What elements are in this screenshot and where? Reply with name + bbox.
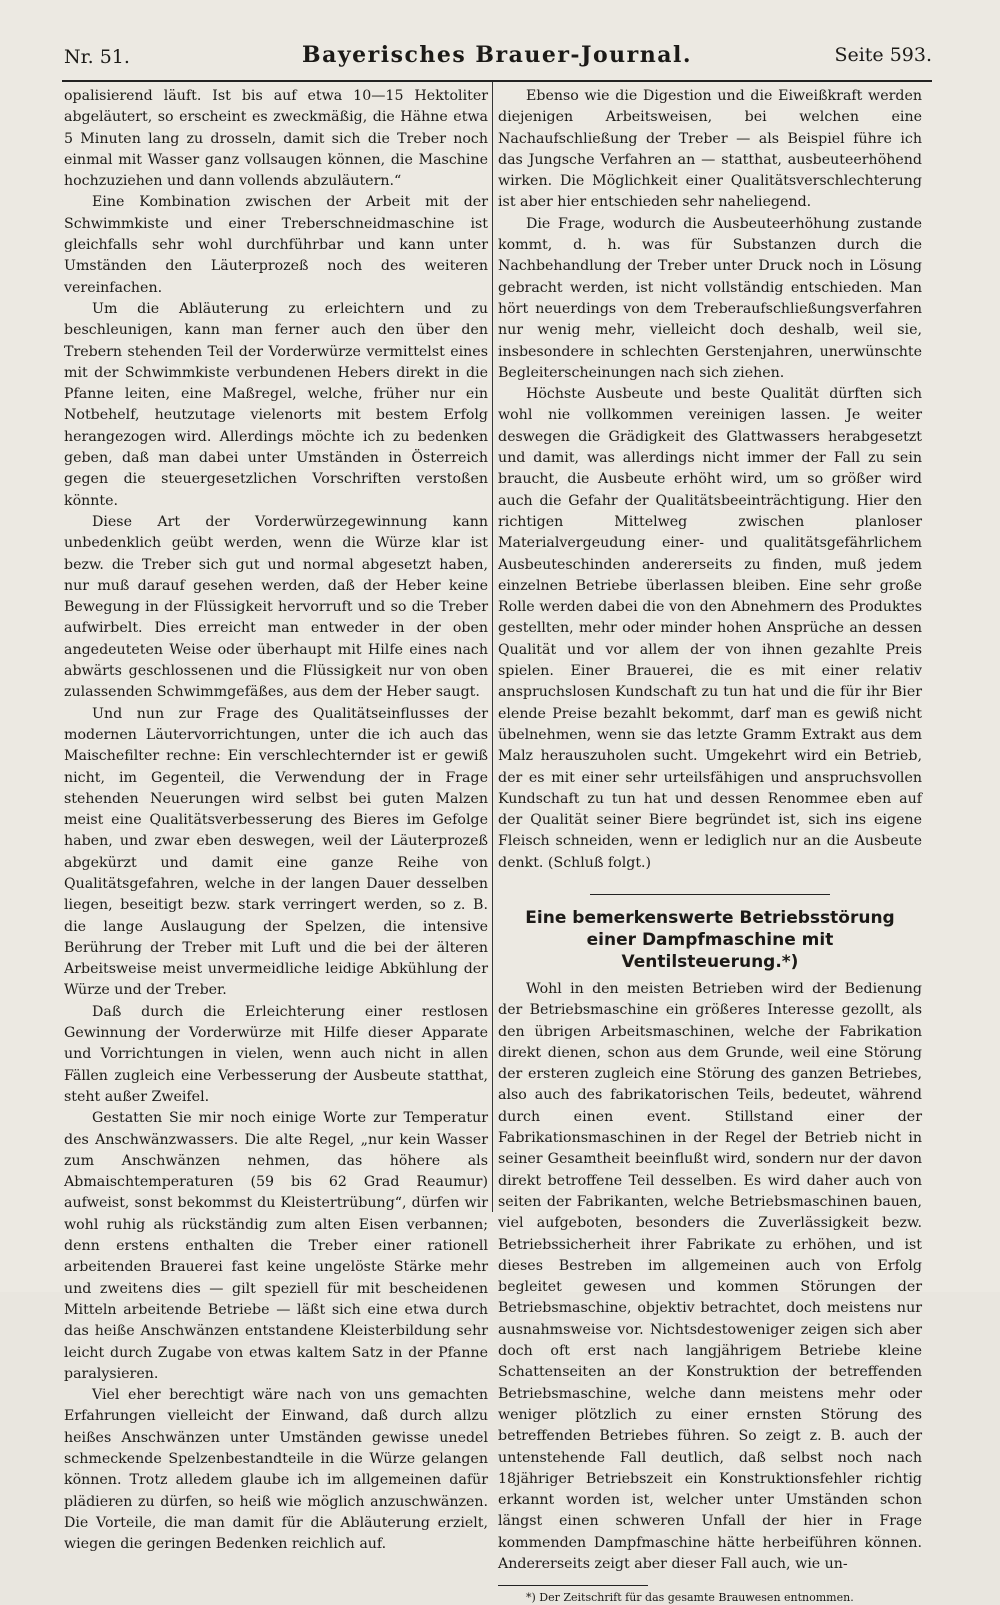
paragraph: Um die Abläuterung zu erleichtern und zu beschleunigen, kann man ferner auch den über den Trebern stehenden Teil der Vorderwürze vermittelst eines mit der Schwimmkiste verbundenen Hebers direkt in die Pfanne leiten, eine Maßregel, welche, früher nur ein Notbehelf, heutzutage vielenorts mit bestem Erfolg herangezogen wird. Allerdings möchte ich zu bedenken geben, daß man dabei unter Umständen in Österreich gegen die steuergesetzlichen Vorschriften verstoßen könnte.	[64, 300, 488, 509]
page-number: Seite 593.	[834, 44, 932, 66]
paragraph: Wohl in den meisten Betrieben wird der Bedienung der Betriebsmaschine ein größeres Interesse gezollt, als den übrigen Arbeitsmaschinen, welche der Fabrikation direkt dienen, schon aus dem Grunde, weil eine Störung der ersteren zugleich eine Störung des ganzen Betriebes, also auch des fabrikatorischen Teils, bedeutet, während durch einen event. Stillstand einer der Fabrikationsmaschinen in der Regel der Betrieb nicht in seiner Gesamtheit beeinflußt wird, sondern nur der davon direkt betroffene Teil desselben. Es wird daher auch von seiten der Fabrikanten, welche Betriebsmaschinen bauen, viel aufgeboten, besonders die Zuverlässigkeit bezw. Betriebssicherheit ihrer Fabrikate zu erhöhen, und ist dieses Bestreben im allgemeinen auch von Erfolg begleitet gewesen und kommen Störungen der Betriebsmaschine, objektiv betrachtet, doch meistens nur ausnahmsweise vor. Nichtsdestoweniger zeigen sich aber doch oft erst nach langjährigem Betriebe kleine Schattenseiten an der Konstruktion der betreffenden Betriebsmaschine, welche dann meistens mehr oder weniger plötzlich zu einer ernsten Störung des betreffenden Betriebes führen. So zeigt z. B. auch der untenstehende Fall deutlich, daß selbst noch nach 18jähriger Betriebszeit ein Konstruktionsfehler richtig erkannt worden ist, welcher unter Umständen schon längst einen schweren Unfall der hier in Frage kommenden Dampfmaschine hätte herbeiführen können. Andererseits zeigt aber dieser Fall auch, wie un-	[498, 980, 922, 1572]
paragraph: Und nun zur Frage des Qualitätseinflusses der modernen Läutervorrichtungen, unter die ich auch das Maischefilter rechne: Ein verschlechternder ist er gewiß nicht, im Gegenteil, die Verwendung der in Frage stehenden Neuerungen wird selbst bei guten Malzen meist eine Qualitätsverbesserung des Bieres im Gefolge haben, und zwar eben deswegen, weil der Läuterprozeß abgekürzt und damit eine ganze Reihe von Qualitätsgefahren, welche in der langen Dauer desselben liegen, beseitigt bezw. stark verringert werden, so z. B. die lange Auslaugung der Spelzen, die intensive Berührung der Treber mit Luft und die bei der älteren Arbeitsweise meist unvermeidliche leidige Abkühlung der Würze und der Treber.	[64, 705, 488, 999]
paragraph: Daß durch die Erleichterung einer restlosen Gewinnung der Vorderwürze mit Hilfe dieser Apparate und Vorrichtungen in vielen, wenn auch nicht in allen Fällen zugleich eine Verbesserung der Ausbeute statthat, steht außer Zweifel.	[64, 1003, 488, 1105]
paragraph: Gestatten Sie mir noch einige Worte zur Temperatur des Anschwänzwassers. Die alte Regel, „nur kein Wasser zum Anschwänzen nehmen, das höhere als Abmaischtemperaturen (59 bis 62 Grad Reaumur) aufweist, sonst bekommst du Kleistertrübung“, dürfen wir wohl ruhig als rückständig zum alten Eisen verbannen; denn erstens enthalten die Treber einer rationell arbeitenden Brauerei fast keine ungelöste Stärke mehr und zweitens dies — gilt speziell für mit bescheidenen Mitteln arbeitende Betriebe — läßt sich eine etwa durch das heiße Anschwänzen entstandene Kleisterbildung sehr leicht durch Zugabe von etwas kaltem Satz in der Pfanne paralysieren.	[64, 1110, 488, 1382]
issue-number: Nr. 51.	[64, 46, 130, 68]
column-divider	[492, 82, 493, 1212]
footnote: *) Der Zeitschrift für das gesamte Brauwesen entnommen.	[526, 1591, 854, 1605]
paragraph: Eine Kombination zwischen der Arbeit mit der Schwimmkiste und einer Treberschneidmaschine ist gleichfalls sehr wohl durchführbar und kann unter Umständen den Läuterprozeß noch des weiteren vereinfachen.	[64, 194, 488, 296]
paragraph: Ebenso wie die Digestion und die Eiweißkraft werden diejenigen Arbeitsweisen, bei welchen eine Nachaufschließung der Treber — als Beispiel führe ich das Jungsche Verfahren an — statthat, ausbeuteerhöhend wirken. Die Möglichkeit einer Qualitätsverschlechterung ist aber hier entschieden sehr naheliegend.	[498, 88, 922, 211]
journal-title: Bayerisches Brauer-Journal.	[302, 42, 692, 68]
paragraph: Die Frage, wodurch die Ausbeuteerhöhung zustande kommt, d. h. was für Substanzen durch die Nachbehandlung der Treber unter Druck noch in Lösung gebracht werden, ist nicht vollständig entschieden. Man hört neuerdings von dem Treberaufschließungsverfahren nur wenig mehr, vielleicht doch deshalb, weil sie, insbesondere in schlechten Gerstenjahren, unerwünschte Begleiterscheinungen nach sich ziehen.	[498, 215, 922, 381]
header-rule	[62, 80, 932, 82]
page-header	[62, 40, 932, 76]
paragraph: Höchste Ausbeute und beste Qualität dürften sich wohl nie vollkommen vereinigen lassen. Je weiter deswegen die Grädigkeit des Glattwassers herabgesetzt und damit, was allerdings nicht immer der Fall zu sein braucht, die Ausbeute erhöht wird, um so größer wird auch die Gefahr der Qualitätsbeeinträchtigung. Hier den richtigen Mittelweg zwischen planloser Materialvergeudung einer- und qualitätsgefährlichem Ausbeuteschinden andererseits zu finden, muß jedem einzelnen Betriebe überlassen bleiben. Eine sehr große Rolle werden dabei die von den Abnehmern des Produktes gestellten, mehr oder minder hohen Ansprüche an dessen Qualität und vor allem der von ihnen gezahlte Preis spielen. Einer Brauerei, die es mit einer relativ anspruchslosen Kundschaft zu tun hat und die für ihr Bier elende Preise bezahlt bekommt, darf man es gewiß nicht übelnehmen, wenn sie das letzte Gramm Extrakt aus dem Malz herauszuholen sucht. Umgekehrt wird ein Betrieb, der es mit einer sehr urteilsfähigen und anspruchsvollen Kundschaft zu tun hat und dessen Renommee eben auf der Qualität seiner Biere begründet ist, sich ins eigene Fleisch schneiden, wenn er lediglich nur an die Ausbeute denkt. (Schluß folgt.)	[498, 386, 922, 871]
right-column	[498, 86, 922, 1605]
left-column	[64, 86, 488, 1555]
section-rule	[590, 894, 830, 895]
paragraph: Diese Art der Vorderwürzegewinnung kann unbedenklich geübt werden, wenn die Würze klar ist bezw. die Treber sich gut und normal abgesetzt haben, nur muß darauf gesehen werden, daß der Heber keine Bewegung in der Flüssigkeit hervorruft und so die Treber aufwirbelt. Dies erreicht man entweder in der oben angedeuteten Weise oder überhaupt mit Hilfe eines nach abwärts geschlossenen und die Flüssigkeit nur von oben zulassenden Schwimmgefäßes, aus dem der Heber saugt.	[64, 513, 488, 701]
article-heading: Eine bemerkenswerte Betriebsstörung einer Dampfmaschine mit Ventilsteuerung.*)	[525, 907, 895, 972]
footnote-rule	[498, 1585, 648, 1586]
paragraph: opalisierend läuft. Ist bis auf etwa 10—15 Hektoliter abgeläutert, so erscheint es zweckmäßig, die Hähne etwa 5 Minuten lang zu drosseln, damit sich die Treber noch einmal mit Wasser ganz vollsaugen können, die Maschine hochzuziehen und dann vollends abzuläutern.“	[64, 88, 488, 190]
paragraph: Viel eher berechtigt wäre nach von uns gemachten Erfahrungen vielleicht der Einwand, daß durch allzu heißes Anschwänzen unter Umständen gewisse unedel schmeckende Spelzenbestandteile in die Würze gelangen können. Trotz alledem glaube ich im allgemeinen dafür plädieren zu dürfen, so heiß wie möglich anzuschwänzen. Die Vorteile, die man damit für die Abläuterung erzielt, wiegen die geringen Bedenken reichlich auf.	[64, 1387, 488, 1553]
